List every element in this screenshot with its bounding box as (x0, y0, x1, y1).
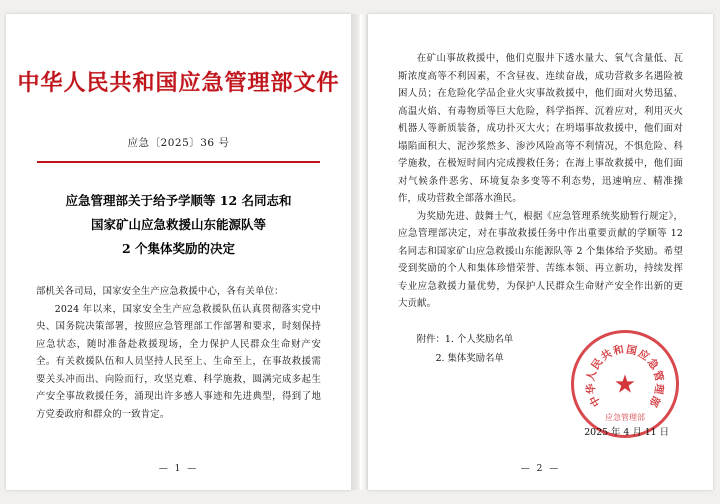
document-number: 应急〔2025〕36 号 (127, 137, 230, 149)
page-number-left: — 1 — (158, 464, 199, 474)
signature-date: 2025 年 4 月 11 日 (584, 427, 669, 438)
document-header-title: 中华人民共和国应急管理部文件 (17, 70, 340, 96)
attachment-item-1: 附件：1. 个人奖励名单 (416, 333, 514, 345)
left-page-body (36, 283, 321, 423)
seal-star-icon: ★ (613, 369, 637, 399)
page-right (368, 14, 713, 490)
right-paragraph-1: 在矿山事故救援中，他们克服井下透水量大、氧气含量低、瓦斯浓度高等不利因素，不含昼夜、连续奋战，成功营救多名遇险被困人员；在危险化学品企业火灾事故救援中，他们面对火势迅猛、高温火焰、有毒物质等巨大危险，科学指挥、沉着应对，利用灭火机器人等新质装备，成功扑灭大火；在坍塌事故救援中，他们面对塌陷面积大、泥沙浆然多、渗沙风险高等不利情况，不惧危险、科学施救，在极短时间内完成搜救任务；在海上事故救援中，他们面对气候条件恶劣、环境复杂多变等不利态势，迅速响应、精准操作，成功营救全部落水渔民。 (398, 53, 683, 204)
page-left (6, 14, 351, 490)
page-gutter (351, 14, 368, 490)
right-page-body (398, 50, 683, 313)
seal-bottom-text: 应急管理部 (605, 413, 645, 422)
decision-title-line-2: 国家矿山应急救援山东能源队等 (90, 217, 266, 233)
decision-title-line-1: 应急管理部关于给予学顺等 12 名同志和 (65, 193, 292, 209)
page-number-right: — 2 — (520, 464, 561, 474)
salutation: 部机关各司局，国家安全生产应急救援中心，各有关单位： (36, 286, 284, 298)
right-paragraph-2: 为奖励先进、鼓舞士气，根据《应急管理系统奖励暂行规定》，应急管理部决定，对在事故救援任务中作出重要贡献的学顺等 12 名同志和国家矿山应急救援山东能源队等 2 个集体给予奖励。希望受到奖励的个人和集体珍惜荣誉、苦练本领、再立新功，持续发挥专业应急救援力量优势，为保护人民群众生命财产安全作出新的更大贡献。 (398, 210, 683, 309)
decision-title-line-3: 2 个集体奖励的决定 (121, 241, 236, 257)
red-divider-rule (37, 161, 320, 163)
decision-title (45, 189, 313, 261)
left-paragraph-1: 2024 年以来，国家安全生产应急救援队伍认真贯彻落实党中央、国务院决策部署，按照应急管理部工作部署和要求，时刻保持应急状态，随时准备赴救援现场，全力保护人民群众生命财产安全。有关救援队伍和人员坚持人民至上、生命至上，在事故救援需要关头冲而出、向险而行，攻坚克难、科学施救，圆满完成多起生产安全事故救援任务，涌现出许多感人事迹和先进典型，得到了地方党委政府和群众的一致肯定。 (36, 303, 321, 420)
official-seal (571, 330, 679, 438)
attachment-item-2: 2. 集体奖励名单 (435, 352, 504, 364)
seal-arc-text: 中 华 人 民 共 和 国 应 急 管 理 部 (584, 343, 666, 409)
